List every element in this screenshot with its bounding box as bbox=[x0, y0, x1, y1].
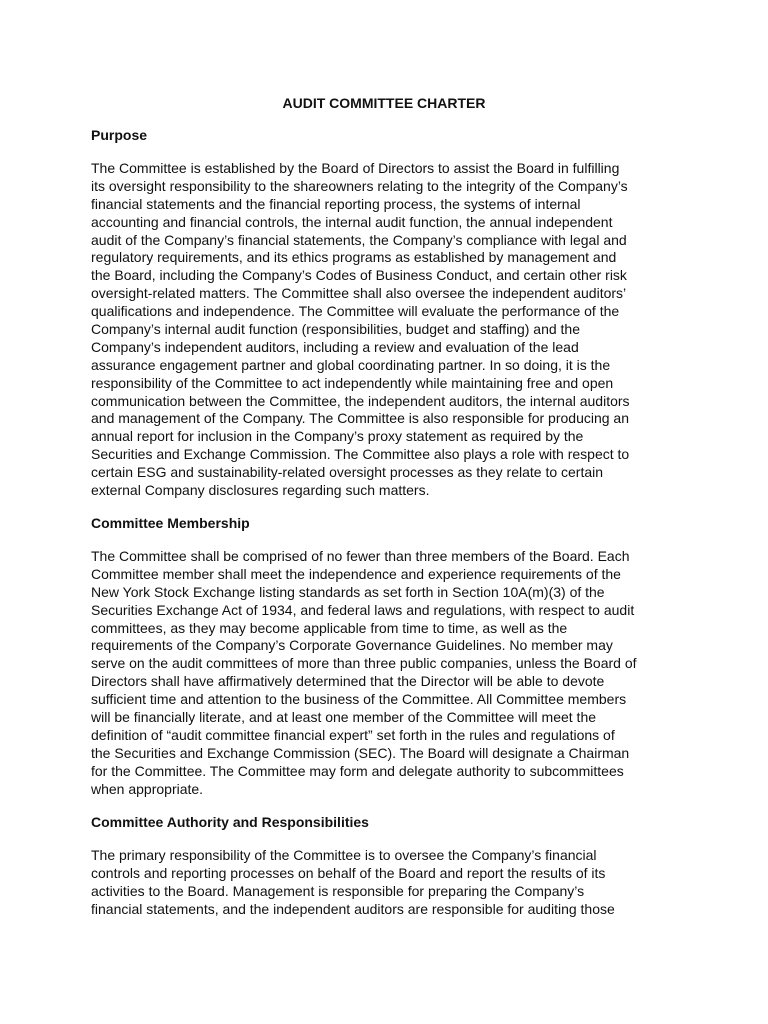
paragraph-line: The Committee shall be comprised of no fewer than three members of the Board. Each bbox=[91, 548, 630, 564]
paragraph-line: the Board, including the Company’s Codes of Business Conduct, and certain other risk bbox=[91, 267, 627, 284]
paragraph-line: activities to the Board. Management is responsible for preparing the Company’s bbox=[91, 882, 585, 899]
paragraph-line: regulatory requirements, and its ethics programs as established by management and bbox=[91, 249, 617, 266]
paragraph-line: audit of the Company’s financial statements, the Company’s compliance with legal and bbox=[91, 231, 627, 248]
section-body-purpose bbox=[91, 160, 691, 500]
paragraph-line: for the Committee. The Committee may form and delegate authority to subcommittees bbox=[91, 762, 624, 779]
paragraph-line: financial statements and the financial reporting process, the systems of internal bbox=[91, 195, 581, 212]
document-title: AUDIT COMMITTEE CHARTER bbox=[282, 95, 486, 111]
paragraph-line: assurance engagement partner and global coordinating partner. In so doing, it is the bbox=[91, 356, 611, 373]
section-body-committee-membership bbox=[91, 548, 691, 798]
paragraph-line: external Company disclosures regarding such matters. bbox=[91, 482, 430, 499]
section-body-authority-responsibilities bbox=[91, 847, 691, 919]
paragraph-line: the Securities and Exchange Commission (SEC). The Board will designate a Chairman bbox=[91, 744, 630, 761]
paragraph-line: certain ESG and sustainability-related oversight processes as they relate to certain bbox=[91, 464, 604, 481]
paragraph-line: controls and reporting processes on behalf of the Board and report the results of its bbox=[91, 864, 606, 881]
paragraph-line: serve on the audit committees of more than three public companies, unless the Board of bbox=[91, 655, 637, 672]
section-heading-authority-responsibilities: Committee Authority and Responsibilities bbox=[91, 814, 369, 830]
section-heading-committee-membership: Committee Membership bbox=[91, 515, 250, 531]
paragraph-line: will be financially literate, and at least one member of the Committee will meet the bbox=[91, 709, 597, 726]
paragraph-line: requirements of the Company’s Corporate Governance Guidelines. No member may bbox=[91, 637, 613, 654]
paragraph-line: and management of the Company. The Committee is also responsible for producing an bbox=[91, 410, 630, 427]
paragraph-line: definition of “audit committee financial expert” set forth in the rules and regulations of bbox=[91, 726, 615, 743]
paragraph-line: communication between the Committee, the independent auditors, the internal auditors bbox=[91, 392, 630, 409]
section-heading-purpose: Purpose bbox=[91, 127, 148, 143]
paragraph-line: Securities and Exchange Commission. The Committee also plays a role with respect to bbox=[91, 446, 630, 463]
paragraph-line: Company’s internal audit function (responsibilities, budget and staffing) and the bbox=[91, 321, 581, 338]
paragraph-line: oversight-related matters. The Committee shall also oversee the independent auditors’ bbox=[91, 285, 627, 302]
paragraph-line: annual report for inclusion in the Company’s proxy statement as required by the bbox=[91, 428, 584, 445]
paragraph-line: sufficient time and attention to the business of the Committee. All Committee members bbox=[91, 691, 627, 708]
paragraph-line: Company’s independent auditors, including a review and evaluation of the lead bbox=[91, 338, 579, 355]
paragraph-line: its oversight responsibility to the shareowners relating to the integrity of the Company’s bbox=[91, 177, 628, 194]
paragraph-line: Directors shall have affirmatively determined that the Director will be able to devote bbox=[91, 673, 605, 690]
paragraph-line: qualifications and independence. The Committee will evaluate the performance of the bbox=[91, 303, 620, 320]
paragraph-line: Committee member shall meet the independence and experience requirements of the bbox=[91, 565, 621, 582]
paragraph-line: The primary responsibility of the Committee is to oversee the Company’s financial bbox=[91, 847, 597, 863]
paragraph-line: accounting and financial controls, the internal audit function, the annual independent bbox=[91, 213, 613, 230]
paragraph-line: Securities Exchange Act of 1934, and federal laws and regulations, with respect to audit bbox=[91, 601, 635, 618]
paragraph-line: committees, as they may become applicable from time to time, as well as the bbox=[91, 619, 568, 636]
paragraph-line: New York Stock Exchange listing standards as set forth in Section 10A(m)(3) of the bbox=[91, 583, 605, 600]
paragraph-line: when appropriate. bbox=[91, 780, 204, 797]
paragraph-line: financial statements, and the independent auditors are responsible for auditing those bbox=[91, 900, 615, 917]
paragraph-line: The Committee is established by the Board of Directors to assist the Board in fulfilling bbox=[91, 160, 620, 176]
paragraph-line: responsibility of the Committee to act independently while maintaining free and open bbox=[91, 374, 614, 391]
